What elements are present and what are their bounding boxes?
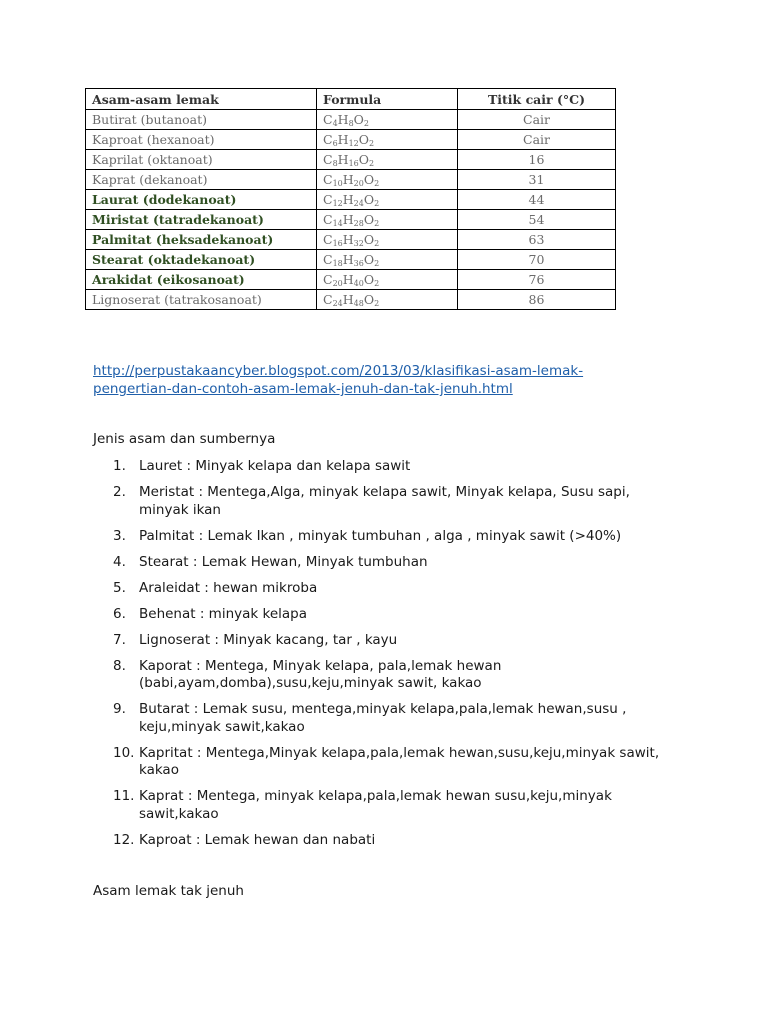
- formula-cell: [317, 110, 458, 130]
- formula-element: H: [337, 112, 349, 127]
- formula-element: H: [337, 152, 349, 167]
- list-number: 7.: [113, 631, 126, 648]
- formula-subscript: 2: [374, 199, 380, 208]
- header-formula: Formula: [317, 89, 458, 110]
- melting-point: 54: [458, 210, 616, 230]
- list-text: Meristat : Mentega,Alga, minyak kelapa sawit, Minyak kelapa, Susu sapi, minyak ikan: [139, 484, 630, 518]
- list-item: [93, 832, 673, 850]
- fatty-acid-name: Miristat (tatradekanoat): [86, 210, 317, 230]
- formula-subscript: 2: [374, 299, 380, 308]
- melting-point: 16: [458, 150, 616, 170]
- formula-subscript: 36: [353, 259, 364, 268]
- table-row: [86, 230, 616, 250]
- formula-subscript: 12: [332, 199, 343, 208]
- table-row: [86, 170, 616, 190]
- formula-cell: [317, 190, 458, 210]
- list-number: 6.: [113, 605, 126, 622]
- list-text: Kaprat : Mentega, minyak kelapa,pala,lemak hewan susu,keju,minyak sawit,kakao: [139, 788, 612, 822]
- melting-point: 31: [458, 170, 616, 190]
- table-row: [86, 290, 616, 310]
- list-text: Kapritat : Mentega,Minyak kelapa,pala,lemak hewan,susu,keju,minyak sawit, kakao: [139, 744, 660, 778]
- formula-element: H: [337, 132, 349, 147]
- list-number: 11.: [113, 788, 135, 804]
- melting-point: 44: [458, 190, 616, 210]
- sources-heading: Jenis asam dan sumbernya: [93, 431, 276, 447]
- melting-point: 70: [458, 250, 616, 270]
- formula-cell: [317, 150, 458, 170]
- fatty-acid-name: Kaproat (hexanoat): [86, 130, 317, 150]
- formula-subscript: 2: [374, 279, 380, 288]
- formula-subscript: 6: [332, 139, 338, 148]
- list-item: [93, 701, 673, 736]
- melting-point: 63: [458, 230, 616, 250]
- formula-subscript: 20: [332, 279, 343, 288]
- list-item: [93, 484, 673, 519]
- formula-subscript: 2: [363, 119, 370, 128]
- sources-list: [93, 458, 673, 858]
- formula-subscript: 10: [332, 179, 343, 188]
- list-item: [93, 458, 673, 476]
- table-row: [86, 270, 616, 290]
- list-number: 8.: [113, 657, 126, 674]
- table-body: [86, 110, 616, 310]
- list-item: [93, 528, 673, 546]
- list-text: Araleidat : hewan mikroba: [139, 579, 318, 596]
- table-row: [86, 110, 616, 130]
- list-number: 10.: [113, 744, 135, 761]
- formula-subscript: 8: [332, 159, 338, 168]
- fatty-acid-name: Lignoserat (tatrakosanoat): [86, 290, 317, 310]
- formula-subscript: 20: [353, 179, 364, 188]
- unsaturated-heading: Asam lemak tak jenuh: [93, 883, 244, 899]
- fatty-acid-name: Palmitat (heksadekanoat): [86, 230, 317, 250]
- table-row: [86, 250, 616, 270]
- formula-element: H: [342, 292, 354, 307]
- formula-element: O: [363, 212, 375, 227]
- formula-subscript: 28: [353, 219, 364, 228]
- table-row: [86, 190, 616, 210]
- header-fatty-acid: Asam-asam lemak: [86, 89, 317, 110]
- list-text: Lauret : Minyak kelapa dan kelapa sawit: [139, 458, 411, 474]
- list-text: Lignoserat : Minyak kacang, tar , kayu: [139, 631, 398, 648]
- list-number: 2.: [113, 484, 126, 500]
- melting-point: 86: [458, 290, 616, 310]
- list-text: Butarat : Lemak susu, mentega,minyak kelapa,pala,lemak hewan,susu , keju,minyak sawit,kakao: [139, 701, 627, 735]
- formula-subscript: 48: [353, 299, 364, 308]
- list-number: 1.: [113, 458, 126, 474]
- list-item: [93, 788, 673, 823]
- formula-subscript: 16: [332, 239, 343, 248]
- formula-element: C: [323, 252, 333, 267]
- formula-subscript: 2: [369, 139, 375, 148]
- table-header-row: [86, 89, 616, 110]
- table-row: [86, 150, 616, 170]
- fatty-acid-name: Arakidat (eikosanoat): [86, 270, 317, 290]
- formula-element: O: [363, 172, 375, 187]
- formula-cell: [317, 250, 458, 270]
- formula-subscript: 8: [348, 119, 354, 128]
- melting-point: 76: [458, 270, 616, 290]
- list-number: 3.: [113, 527, 126, 544]
- list-item: [93, 580, 673, 598]
- fatty-acid-name: Kaprat (dekanoat): [86, 170, 317, 190]
- formula-element: O: [363, 292, 375, 307]
- formula-element: C: [323, 152, 333, 167]
- formula-subscript: 40: [353, 279, 364, 288]
- list-text: Kaporat : Mentega, Minyak kelapa, pala,lemak hewan (babi,ayam,domba),susu,keju,minyak sawit, kakao: [139, 657, 502, 691]
- formula-subscript: 2: [374, 239, 380, 248]
- table-row: [86, 210, 616, 230]
- formula-subscript: 16: [348, 159, 359, 168]
- header-melting-point: Titik cair (°C): [458, 89, 616, 110]
- formula-element: C: [323, 192, 333, 207]
- formula-subscript: 4: [332, 119, 338, 128]
- formula-element: C: [323, 272, 333, 287]
- formula-subscript: 24: [353, 199, 364, 208]
- source-link[interactable]: http://perpustakaancyber.blogspot.com/2013/03/klasifikasi-asam-lemak-pengertian-dan-contoh-asam-lemak-jenuh-dan-tak-jenuh.html: [93, 363, 584, 397]
- list-item: [93, 745, 673, 780]
- formula-cell: [317, 290, 458, 310]
- formula-subscript: 32: [353, 239, 364, 248]
- fatty-acid-table: [85, 88, 616, 310]
- list-number: 4.: [113, 553, 126, 570]
- list-number: 9.: [113, 701, 126, 717]
- fatty-acid-name: Kaprilat (oktanoat): [86, 150, 317, 170]
- list-item: [93, 554, 673, 572]
- formula-element: O: [363, 192, 375, 207]
- formula-cell: [317, 170, 458, 190]
- list-item: [93, 658, 673, 693]
- formula-element: C: [323, 112, 333, 127]
- list-text: Kaproat : Lemak hewan dan nabati: [139, 831, 376, 848]
- list-item: [93, 606, 673, 624]
- formula-element: O: [363, 232, 375, 247]
- formula-cell: [317, 130, 458, 150]
- formula-element: C: [323, 212, 333, 227]
- list-number: 12.: [113, 831, 135, 848]
- formula-subscript: 12: [348, 139, 359, 148]
- formula-element: C: [323, 292, 333, 307]
- formula-element: H: [342, 172, 354, 187]
- formula-element: O: [363, 272, 375, 287]
- formula-element: H: [342, 232, 354, 247]
- formula-element: O: [363, 252, 375, 267]
- formula-element: C: [323, 172, 333, 187]
- formula-element: H: [342, 272, 354, 287]
- formula-cell: [317, 270, 458, 290]
- formula-element: O: [353, 112, 364, 127]
- melting-point: Cair: [458, 130, 616, 150]
- list-number: 5.: [113, 579, 126, 596]
- formula-element: H: [342, 192, 354, 207]
- fatty-acid-name: Stearat (oktadekanoat): [86, 250, 317, 270]
- formula-element: H: [342, 252, 354, 267]
- list-item: [93, 632, 673, 650]
- table-row: [86, 130, 616, 150]
- formula-subscript: 18: [332, 259, 343, 268]
- formula-element: O: [358, 132, 370, 147]
- formula-subscript: 14: [332, 219, 343, 228]
- fatty-acid-name: Laurat (dodekanoat): [86, 190, 317, 210]
- list-text: Behenat : minyak kelapa: [139, 605, 308, 622]
- melting-point: Cair: [458, 110, 616, 130]
- formula-cell: [317, 230, 458, 250]
- formula-element: C: [323, 232, 333, 247]
- formula-subscript: 2: [374, 219, 380, 228]
- fatty-acid-name: Butirat (butanoat): [86, 110, 317, 130]
- formula-element: H: [342, 212, 354, 227]
- formula-element: C: [323, 132, 333, 147]
- list-text: Palmitat : Lemak Ikan , minyak tumbuhan , alga , minyak sawit (>40%): [139, 527, 622, 544]
- formula-subscript: 2: [374, 259, 380, 268]
- formula-cell: [317, 210, 458, 230]
- formula-subscript: 2: [374, 179, 380, 188]
- formula-element: O: [358, 152, 370, 167]
- list-text: Stearat : Lemak Hewan, Minyak tumbuhan: [139, 553, 428, 570]
- formula-subscript: 2: [369, 159, 375, 168]
- formula-subscript: 24: [332, 299, 343, 308]
